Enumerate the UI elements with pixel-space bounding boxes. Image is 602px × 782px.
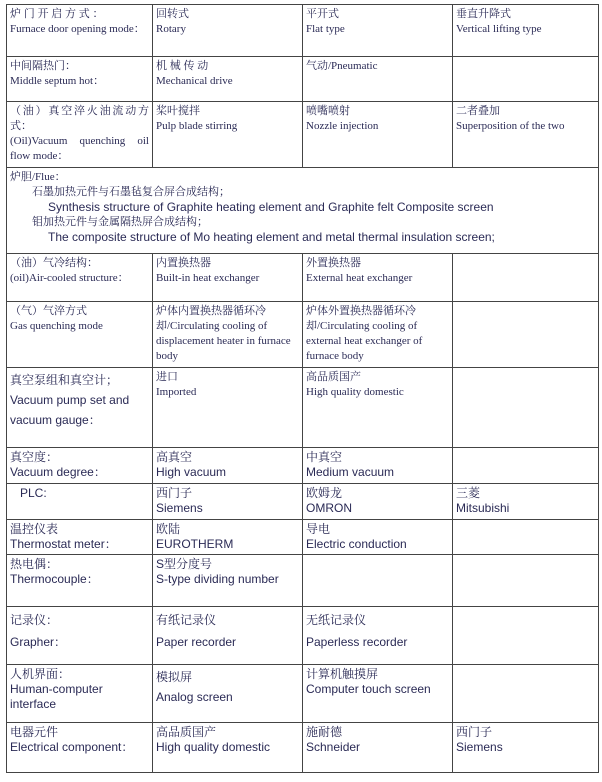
option-en: Built-in heat exchanger (156, 272, 260, 284)
option-en: /Circulating cooling of external heat exchanger of furnace body (306, 320, 423, 362)
table-row (7, 555, 599, 607)
row-label-cell (7, 555, 153, 607)
empty-cell (453, 302, 599, 368)
table-row-flue (7, 168, 599, 254)
option-cn: 炉体外置换热器循环冷却 (306, 305, 416, 332)
option-cell (153, 665, 303, 723)
option-cell (153, 102, 303, 168)
option-cell (153, 484, 303, 520)
label-cn: 热电偶： (10, 557, 59, 571)
option-cell (453, 102, 599, 168)
table-row (7, 102, 599, 168)
option-en: High quality domestic (156, 740, 271, 754)
option-en: /Circulating cooling of displacement heater in furnace body (156, 320, 291, 362)
label-cn: 人机界面： (10, 667, 71, 681)
option-cn: 平开式 (306, 8, 339, 20)
option-cn: 欧陆 (156, 522, 181, 536)
option-cell (153, 5, 303, 57)
option-en: Medium vacuum (306, 465, 395, 479)
table-row (7, 254, 599, 302)
option-en: Computer touch screen (306, 682, 431, 696)
table-row (7, 368, 599, 448)
label-en: Furnace door opening mode： (10, 23, 145, 35)
option-cn: 炉体内置换热器循环冷却 (156, 305, 266, 332)
option-en: Paper recorder (156, 635, 237, 649)
label-en: (Oil)Vacuum quenching oil flow mode： (10, 135, 149, 162)
option-cn: 西门子 (156, 486, 193, 500)
option-cn: 施耐德 (306, 725, 343, 739)
option-en: High vacuum (156, 465, 227, 479)
label-cn: （油）气冷结构： (10, 257, 98, 269)
label-en: Vacuum pump set and vacuum gauge： (10, 393, 130, 427)
option-cn: 高品质国产 (156, 725, 217, 739)
row-label-cell (7, 723, 153, 773)
option-cell (153, 607, 303, 665)
empty-cell (453, 57, 599, 102)
option-cn: 外置换热器 (306, 257, 361, 269)
option-cn: 高品质国产 (306, 371, 361, 383)
flue-option-1-cn: 石墨加热元件与石墨毡复合屏合成结构； (32, 186, 230, 198)
option-cn: 喷嘴喷射 (306, 105, 350, 117)
option-cell (153, 57, 303, 102)
label-en: Vacuum degree： (10, 465, 106, 479)
row-label-cell (7, 57, 153, 102)
table-row (7, 665, 599, 723)
option-cell (303, 5, 453, 57)
option-en: Superposition of the two (456, 120, 565, 132)
option-cn: 桨叶搅拌 (156, 105, 200, 117)
option-en: S-type dividing number (156, 572, 279, 586)
label-en: Thermocouple： (10, 572, 99, 586)
option-cn: 中真空 (306, 450, 343, 464)
option-cn: 气动 (306, 60, 328, 72)
label-cn: 炉 门 开 启 方 式 ： (10, 8, 104, 20)
option-cn: S型分度号 (156, 557, 213, 571)
option-cell (303, 665, 453, 723)
option-cell (303, 448, 453, 484)
option-cn: 西门子 (456, 725, 493, 739)
option-cell (303, 484, 453, 520)
option-cell (303, 302, 453, 368)
label-cn: PLC: (20, 486, 47, 500)
option-en: Analog screen (156, 690, 233, 704)
empty-cell (303, 555, 453, 607)
option-cn: 欧姆龙 (306, 486, 343, 500)
label-en: Gas quenching mode (10, 320, 103, 332)
option-cn: 三菱 (456, 486, 481, 500)
option-cell (303, 102, 453, 168)
option-en: Pulp blade stirring (156, 120, 238, 132)
option-cell (303, 723, 453, 773)
option-cell (303, 607, 453, 665)
label-cn: 中间隔热门： (10, 60, 76, 72)
option-cell (453, 5, 599, 57)
option-cn: 无纸记录仪 (306, 613, 367, 627)
option-cn: 内置换热器 (156, 257, 211, 269)
table-row (7, 607, 599, 665)
empty-cell (453, 448, 599, 484)
option-cn: 导电 (306, 522, 331, 536)
option-cn: 有纸记录仪 (156, 613, 217, 627)
spec-table (6, 4, 599, 773)
option-cn: 计算机触摸屏 (306, 667, 379, 681)
row-label-cell (7, 665, 153, 723)
option-cn: 二者叠加 (456, 105, 500, 117)
label-cn: （油）真空淬火油流动方式： (10, 105, 149, 132)
row-label-cell (7, 607, 153, 665)
option-en: External heat exchanger (306, 272, 413, 284)
label-en: Electrical component： (10, 740, 134, 754)
label-en: Thermostat meter： (10, 537, 117, 551)
flue-title: 炉胆/Flue： (10, 171, 66, 183)
empty-cell (453, 607, 599, 665)
row-label-cell (7, 368, 153, 448)
option-cell (153, 555, 303, 607)
option-cn: 模拟屏 (156, 670, 193, 684)
row-label-cell (7, 302, 153, 368)
empty-cell (453, 368, 599, 448)
option-cell (153, 368, 303, 448)
flue-option-2-en: The composite structure of Mo heating element and metal thermal insulation screen; (48, 230, 495, 244)
table-row (7, 484, 599, 520)
label-cn: 温控仪表 (10, 522, 59, 536)
option-en: Mechanical drive (156, 75, 233, 87)
option-cn: 机 械 传 动 (156, 60, 209, 72)
row-label-cell (7, 448, 153, 484)
option-cell (303, 520, 453, 555)
option-cell (153, 723, 303, 773)
table-row (7, 302, 599, 368)
table-row (7, 520, 599, 555)
empty-cell (453, 254, 599, 302)
option-en: Imported (156, 386, 197, 398)
label-cn: 真空度： (10, 450, 59, 464)
row-label-cell (7, 5, 153, 57)
option-cell (303, 57, 453, 102)
flue-option-1-en: Synthesis structure of Graphite heating element and Graphite felt Composite screen (48, 200, 494, 214)
table-row (7, 448, 599, 484)
option-en: Electric conduction (306, 537, 407, 551)
option-cell (153, 254, 303, 302)
label-cn: 记录仪： (10, 613, 59, 627)
table-row (7, 723, 599, 773)
table-row (7, 5, 599, 57)
option-en: Paperless recorder (306, 635, 408, 649)
row-label-cell (7, 484, 153, 520)
label-cn: 电器元件 (10, 725, 59, 739)
option-cn: 回转式 (156, 8, 189, 20)
option-cell (153, 520, 303, 555)
empty-cell (453, 665, 599, 723)
option-cn: 垂直升降式 (456, 8, 511, 20)
label-en: Grapher： (10, 635, 67, 649)
option-cell (303, 368, 453, 448)
empty-cell (453, 555, 599, 607)
option-cell (453, 723, 599, 773)
row-label-cell (7, 254, 153, 302)
label-cn: 真空泵组和真空计； (10, 373, 119, 387)
option-en: Siemens (156, 501, 203, 515)
row-label-cell (7, 102, 153, 168)
option-en: Rotary (156, 23, 186, 35)
option-cell (153, 302, 303, 368)
option-en: Mitsubishi (456, 501, 510, 515)
empty-cell (453, 520, 599, 555)
row-label-cell (7, 520, 153, 555)
option-en: High quality domestic (306, 386, 404, 398)
label-en: Middle septum hot： (10, 75, 105, 87)
option-en: Vertical lifting type (456, 23, 542, 35)
option-en: EUROTHERM (156, 537, 234, 551)
option-cell (453, 484, 599, 520)
option-cell (153, 448, 303, 484)
flue-option-2-cn: 钼加热元件与金属隔热屏合成结构； (32, 216, 208, 228)
label-en: (oil)Air-cooled structure： (10, 272, 129, 284)
option-en: Schneider (306, 740, 361, 754)
label-cn: （气）气淬方式 (10, 305, 87, 317)
option-cell (303, 254, 453, 302)
option-en: Nozzle injection (306, 120, 379, 132)
option-cn: 进口 (156, 371, 178, 383)
table-row (7, 57, 599, 102)
option-en: OMRON (306, 501, 352, 515)
flue-cell (7, 168, 599, 254)
label-en: Human-computer interface (10, 682, 103, 711)
option-en: Siemens (456, 740, 503, 754)
option-en: Flat type (306, 23, 345, 35)
option-en: /Pneumatic (328, 60, 378, 72)
option-cn: 高真空 (156, 450, 193, 464)
